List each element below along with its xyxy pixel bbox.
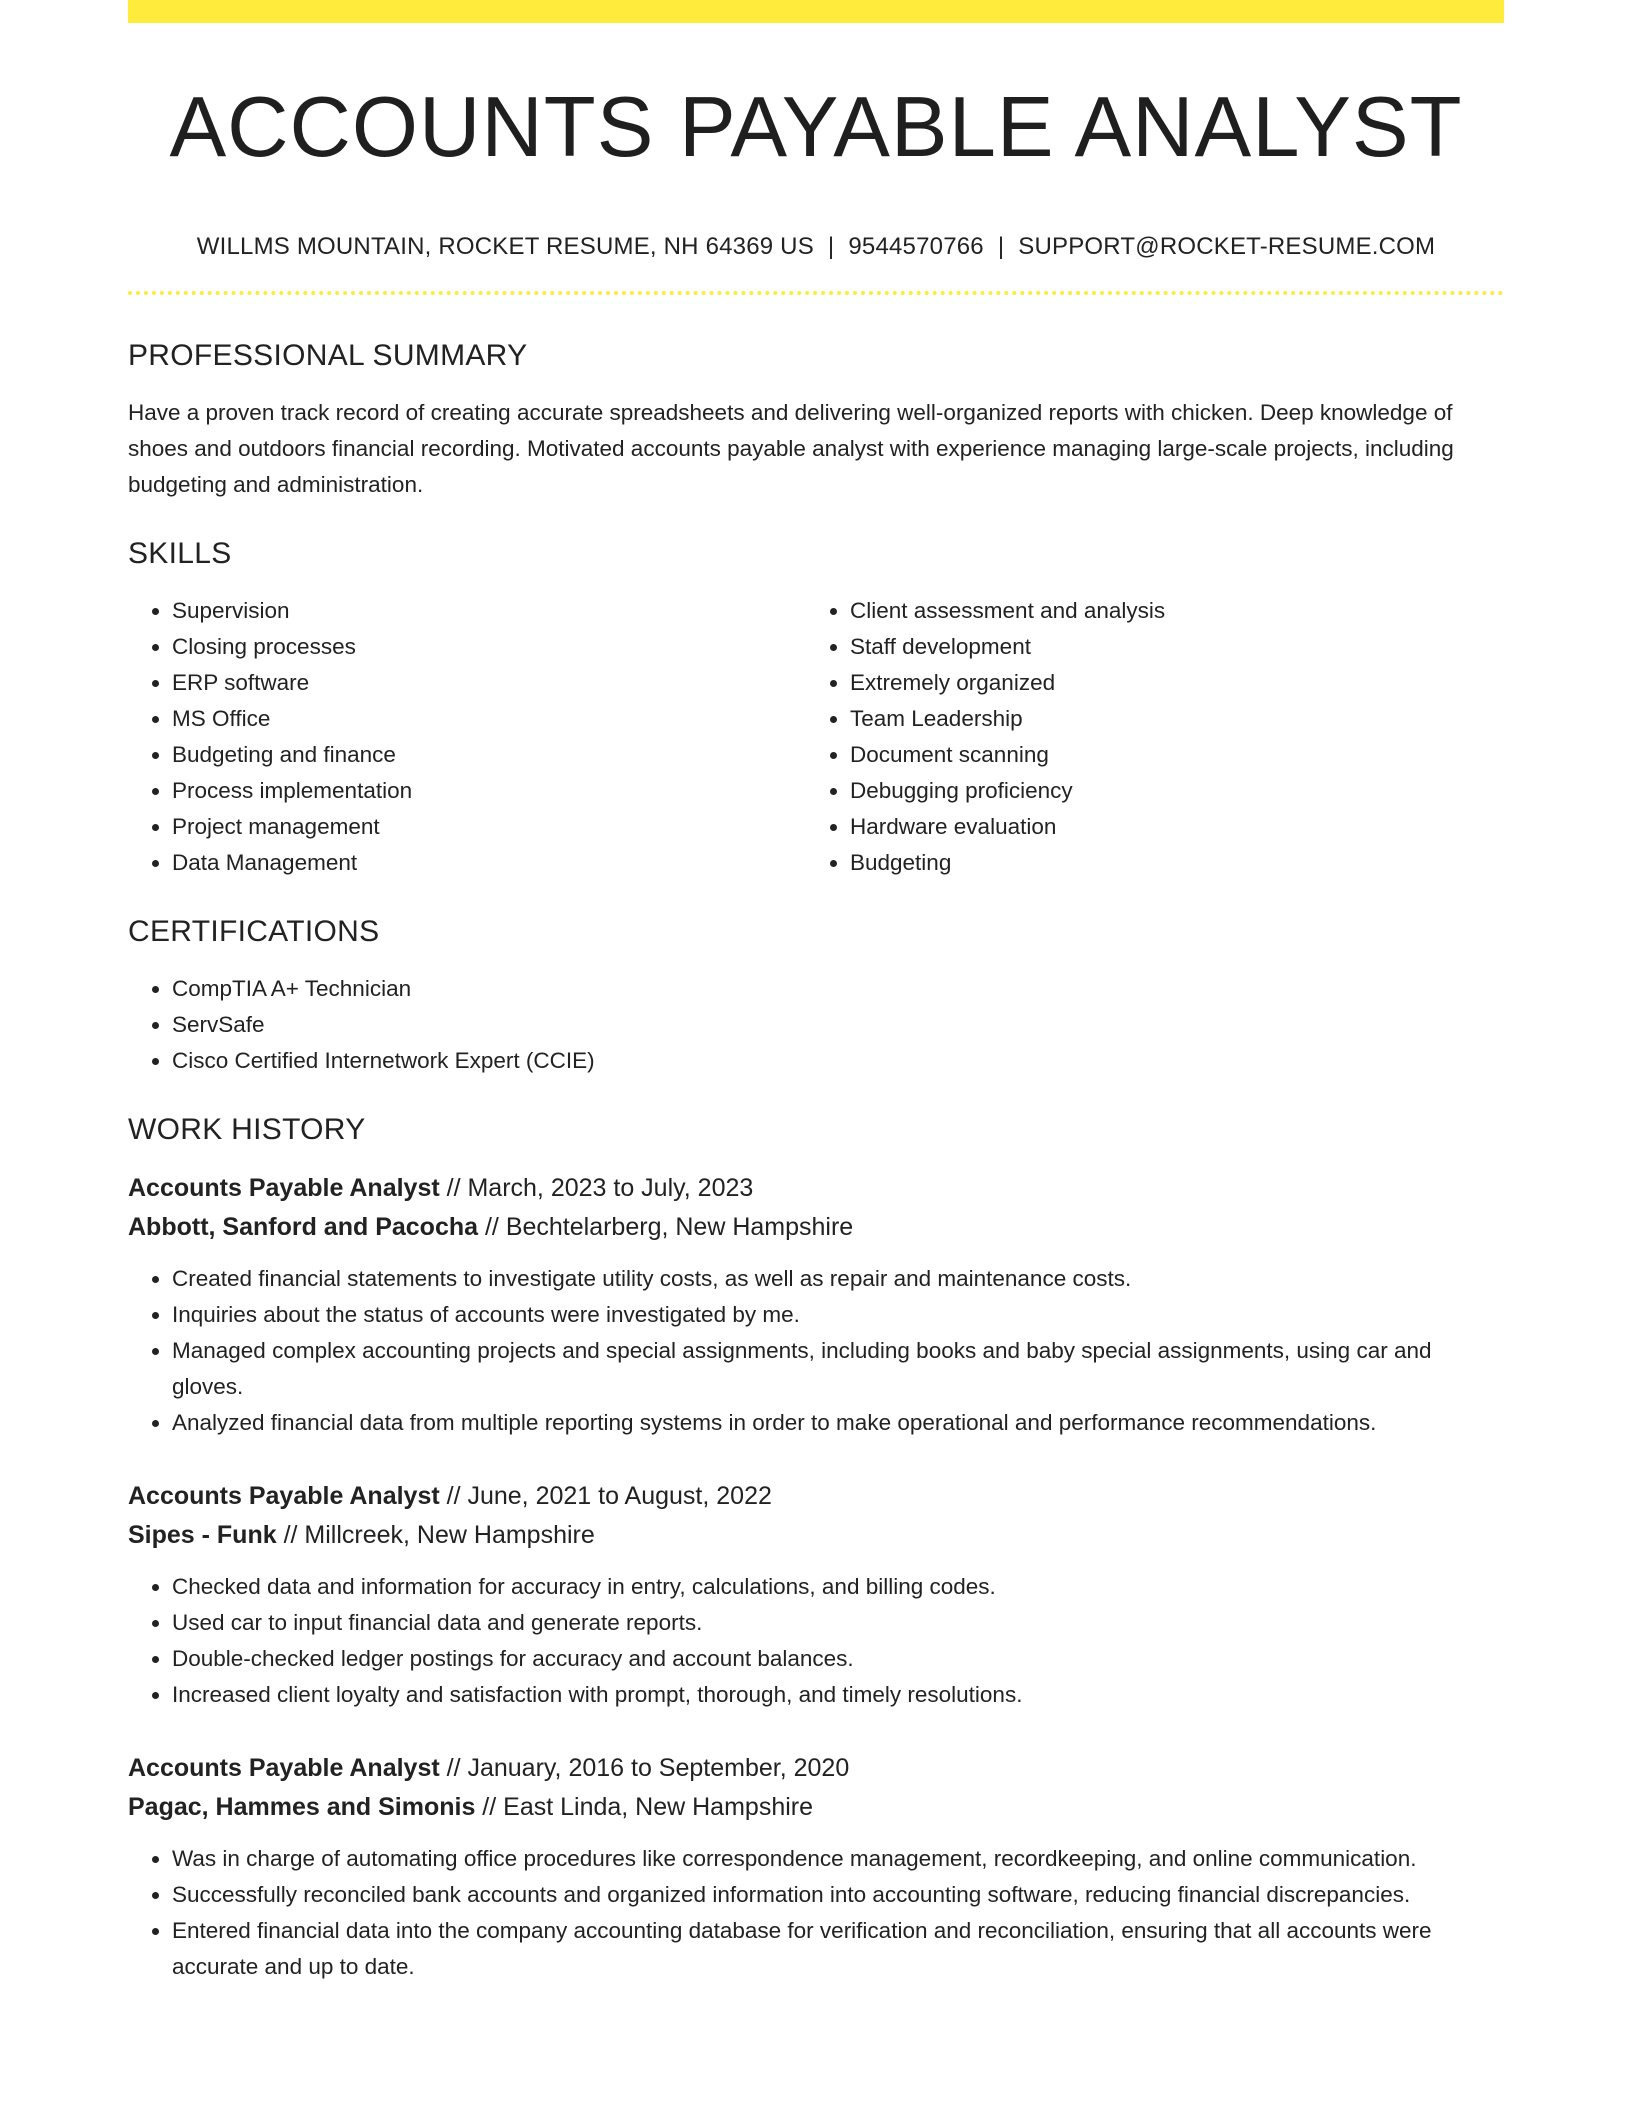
job-company: Sipes - Funk xyxy=(128,1520,277,1549)
certification-item: • CompTIA A+ Technician xyxy=(172,971,1504,1007)
top-accent-bar xyxy=(128,0,1504,23)
job-bullet: • Was in charge of automating office procedures like correspondence management, recordkeeping, and online communication. xyxy=(172,1841,1504,1877)
job-role-line xyxy=(128,1169,1504,1208)
skills-grid xyxy=(128,593,1504,881)
skills-right-list xyxy=(806,593,1484,881)
job-bullet: • Used car to input financial data and generate reports. xyxy=(172,1605,1504,1641)
skill-item: • ERP software xyxy=(172,665,806,701)
job-bullets xyxy=(128,1569,1504,1713)
certification-item: • ServSafe xyxy=(172,1007,1504,1043)
job-dates: // June, 2021 to August, 2022 xyxy=(439,1481,772,1510)
certifications-list xyxy=(128,971,1504,1079)
job-bullets xyxy=(128,1261,1504,1441)
resume-title: ACCOUNTS PAYABLE ANALYST xyxy=(169,80,1463,175)
phone: 9544570766 xyxy=(848,232,984,260)
job-entry xyxy=(128,1749,1504,1985)
job-company-line xyxy=(128,1208,1504,1247)
skill-item: • Closing processes xyxy=(172,629,806,665)
contact-separator: | xyxy=(997,232,1005,260)
contact-separator: | xyxy=(827,232,835,260)
job-bullet: • Checked data and information for accuracy in entry, calculations, and billing codes. xyxy=(172,1569,1504,1605)
job-location: // Millcreek, New Hampshire xyxy=(276,1520,595,1549)
job-entry xyxy=(128,1169,1504,1441)
skills-right-column xyxy=(806,593,1484,881)
job-role-line xyxy=(128,1749,1504,1788)
skill-item: • Hardware evaluation xyxy=(850,809,1484,845)
job-bullet: • Successfully reconciled bank accounts and organized information into accounting software, reducing financial discrepancies. xyxy=(172,1877,1504,1913)
job-entry xyxy=(128,1477,1504,1713)
skill-item: • Team Leadership xyxy=(850,701,1484,737)
skill-item: • Budgeting and finance xyxy=(172,737,806,773)
skill-item: • Budgeting xyxy=(850,845,1484,881)
skill-item: • Client assessment and analysis xyxy=(850,593,1484,629)
job-role: Accounts Payable Analyst xyxy=(128,1753,440,1782)
skill-item: • Document scanning xyxy=(850,737,1484,773)
certification-item: • Cisco Certified Internetwork Expert (CCIE) xyxy=(172,1043,1504,1079)
email: SUPPORT@ROCKET-RESUME.COM xyxy=(1018,232,1436,260)
skill-item: • Staff development xyxy=(850,629,1484,665)
job-company-line xyxy=(128,1788,1504,1827)
resume-page xyxy=(128,0,1504,1985)
job-role-line xyxy=(128,1477,1504,1516)
summary-heading: PROFESSIONAL SUMMARY xyxy=(128,338,528,372)
skill-item: • Process implementation xyxy=(172,773,806,809)
job-bullet: • Managed complex accounting projects and special assignments, including books and baby special assignments, using car and gloves. xyxy=(172,1333,1504,1405)
job-company: Abbott, Sanford and Pacocha xyxy=(128,1212,479,1241)
job-location: // Bechtelarberg, New Hampshire xyxy=(478,1212,854,1241)
skill-item: • Project management xyxy=(172,809,806,845)
job-role: Accounts Payable Analyst xyxy=(128,1481,440,1510)
job-role: Accounts Payable Analyst xyxy=(128,1173,440,1202)
job-bullet: • Analyzed financial data from multiple reporting systems in order to make operational and performance recommendations. xyxy=(172,1405,1504,1441)
dotted-divider xyxy=(128,291,1504,295)
job-company: Pagac, Hammes and Simonis xyxy=(128,1792,476,1821)
skill-item: • Debugging proficiency xyxy=(850,773,1484,809)
skills-left-list xyxy=(128,593,806,881)
skills-left-column xyxy=(128,593,806,881)
job-dates: // January, 2016 to September, 2020 xyxy=(439,1753,850,1782)
job-bullets xyxy=(128,1841,1504,1985)
summary-text: Have a proven track record of creating accurate spreadsheets and delivering well-organized reports with chicken. Deep knowledge of shoes and outdoors financial recording. Motivated accounts payable analyst with experience managing large-scale projects, including budgeting and administration. xyxy=(128,399,1454,497)
job-dates: // March, 2023 to July, 2023 xyxy=(439,1173,754,1202)
skill-item: • Data Management xyxy=(172,845,806,881)
job-bullet: • Entered financial data into the company accounting database for verification and reconciliation, ensuring that all accounts were accurate and up to date. xyxy=(172,1913,1504,1985)
job-company-line xyxy=(128,1516,1504,1555)
skill-item: • Supervision xyxy=(172,593,806,629)
skills-heading: SKILLS xyxy=(128,536,232,570)
job-bullet: • Created financial statements to investigate utility costs, as well as repair and maintenance costs. xyxy=(172,1261,1504,1297)
job-bullet: • Increased client loyalty and satisfaction with prompt, thorough, and timely resolutions. xyxy=(172,1677,1504,1713)
job-bullet: • Inquiries about the status of accounts were investigated by me. xyxy=(172,1297,1504,1333)
certifications-heading: CERTIFICATIONS xyxy=(128,914,380,948)
job-location: // East Linda, New Hampshire xyxy=(475,1792,814,1821)
contact-line xyxy=(128,233,1504,261)
address: WILLMS MOUNTAIN, ROCKET RESUME, NH 64369 US xyxy=(196,232,814,260)
job-bullet: • Double-checked ledger postings for accuracy and account balances. xyxy=(172,1641,1504,1677)
work-history-heading: WORK HISTORY xyxy=(128,1112,366,1146)
skill-item: • Extremely organized xyxy=(850,665,1484,701)
skill-item: • MS Office xyxy=(172,701,806,737)
